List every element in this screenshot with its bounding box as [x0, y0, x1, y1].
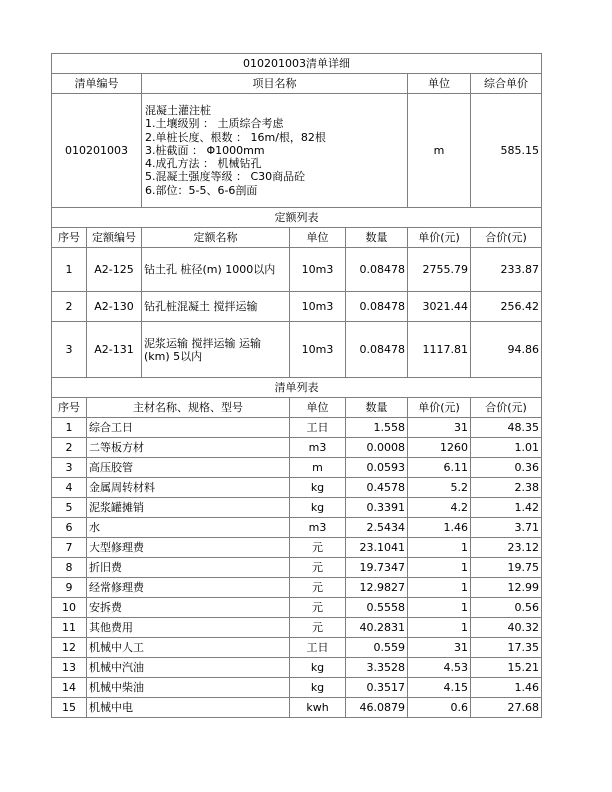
list-cell: 2.38: [471, 478, 542, 498]
quota-cell: 1: [52, 248, 87, 292]
list-cell: 23.1041: [346, 538, 408, 558]
list-row: [52, 578, 542, 598]
list-cell: 1260: [408, 438, 471, 458]
list-header-cell: 序号: [52, 398, 87, 418]
quota-cell: 2: [52, 292, 87, 322]
item-description-line: 6.部位：5-5、6-6剖面: [145, 183, 258, 197]
item-description-line: 4.成孔方法 ： 机械钻孔: [145, 157, 262, 171]
quota-cell: 10m3: [290, 248, 346, 292]
list-header-cell: 合价(元): [471, 398, 542, 418]
item-description-line: 2.单桩长度、根数 ： 16m/根，82根: [145, 130, 326, 144]
quota-cell: A2-131: [87, 322, 142, 378]
header-code: 清单编号: [52, 74, 142, 94]
list-cell: m3: [290, 438, 346, 458]
list-cell: 0.3517: [346, 678, 408, 698]
item-description-line: 3.桩截面 ： Φ1000mm: [145, 143, 265, 157]
quota-row: [52, 292, 542, 322]
list-cell: 4.53: [408, 658, 471, 678]
quota-cell: 10m3: [290, 292, 346, 322]
list-cell: 1: [408, 618, 471, 638]
list-cell: 工日: [290, 418, 346, 438]
quota-cell: 钻土孔 桩径(m) 1000以内: [142, 248, 290, 292]
quota-section-row: [52, 208, 542, 228]
list-cell: 水: [87, 518, 290, 538]
list-cell: 5.2: [408, 478, 471, 498]
table-title: 010201003清单详细: [52, 54, 542, 74]
list-cell: 元: [290, 598, 346, 618]
list-cell: 1.01: [471, 438, 542, 458]
list-cell: 46.0879: [346, 698, 408, 718]
list-cell: 0.56: [471, 598, 542, 618]
quota-cell: 1117.81: [408, 322, 471, 378]
list-cell: 0.36: [471, 458, 542, 478]
list-cell: 40.2831: [346, 618, 408, 638]
list-cell: 7: [52, 538, 87, 558]
list-row: [52, 598, 542, 618]
list-cell: kg: [290, 658, 346, 678]
list-cell: 2: [52, 438, 87, 458]
quota-header-cell: 序号: [52, 228, 87, 248]
list-row: [52, 538, 542, 558]
list-cell: 19.75: [471, 558, 542, 578]
quota-cell: 3021.44: [408, 292, 471, 322]
list-section-row: [52, 378, 542, 398]
quota-cell: 0.08478: [346, 248, 408, 292]
list-cell: 金属周转材料: [87, 478, 290, 498]
list-cell: 机械中汽油: [87, 658, 290, 678]
list-cell: 1.42: [471, 498, 542, 518]
list-cell: 折旧费: [87, 558, 290, 578]
list-cell: 1.46: [471, 678, 542, 698]
list-cell: 15.21: [471, 658, 542, 678]
list-cell: 27.68: [471, 698, 542, 718]
list-cell: 1: [408, 578, 471, 598]
list-header-cell: 单位: [290, 398, 346, 418]
list-cell: 2.5434: [346, 518, 408, 538]
list-cell: 10: [52, 598, 87, 618]
list-cell: 1: [408, 558, 471, 578]
list-cell: 4: [52, 478, 87, 498]
item-description-line: 5.混凝土强度等级 ： C30商品砼: [145, 170, 306, 184]
list-header-cell: 数量: [346, 398, 408, 418]
list-cell: 1.558: [346, 418, 408, 438]
list-cell: 15: [52, 698, 87, 718]
list-cell: 6.11: [408, 458, 471, 478]
list-row: [52, 558, 542, 578]
list-cell: 3.3528: [346, 658, 408, 678]
list-cell: 0.5558: [346, 598, 408, 618]
list-cell: 1: [408, 538, 471, 558]
list-row: [52, 438, 542, 458]
list-cell: m: [290, 458, 346, 478]
list-row: [52, 498, 542, 518]
list-cell: 1: [408, 598, 471, 618]
list-cell: 13: [52, 658, 87, 678]
header-price: 综合单价: [471, 74, 542, 94]
item-code: 010201003: [52, 94, 142, 208]
item-unit: m: [408, 94, 471, 208]
title-row: [52, 54, 542, 74]
quota-header-cell: 数量: [346, 228, 408, 248]
quota-cell: 0.08478: [346, 322, 408, 378]
list-cell: 3: [52, 458, 87, 478]
list-cell: 12.99: [471, 578, 542, 598]
list-header-row: [52, 398, 542, 418]
quota-section-title: 定额列表: [52, 208, 542, 228]
list-cell: 安拆费: [87, 598, 290, 618]
quota-header-cell: 单位: [290, 228, 346, 248]
list-cell: 0.0008: [346, 438, 408, 458]
list-cell: 9: [52, 578, 87, 598]
list-row: [52, 618, 542, 638]
list-cell: 0.559: [346, 638, 408, 658]
quota-header-cell: 单价(元): [408, 228, 471, 248]
list-cell: 大型修理费: [87, 538, 290, 558]
list-cell: 综合工日: [87, 418, 290, 438]
list-cell: 11: [52, 618, 87, 638]
list-cell: 机械中柴油: [87, 678, 290, 698]
list-cell: 元: [290, 618, 346, 638]
header-unit: 单位: [408, 74, 471, 94]
list-cell: 31: [408, 418, 471, 438]
list-header-cell: 单价(元): [408, 398, 471, 418]
list-cell: kg: [290, 498, 346, 518]
quota-header-cell: 合价(元): [471, 228, 542, 248]
bill-detail-table: [51, 53, 542, 718]
header-row: [52, 74, 542, 94]
list-row: [52, 678, 542, 698]
list-cell: 工日: [290, 638, 346, 658]
list-cell: 12: [52, 638, 87, 658]
item-price: 585.15: [471, 94, 542, 208]
list-cell: 其他费用: [87, 618, 290, 638]
list-cell: 元: [290, 578, 346, 598]
quota-cell: A2-130: [87, 292, 142, 322]
list-cell: 17.35: [471, 638, 542, 658]
list-cell: 19.7347: [346, 558, 408, 578]
list-cell: 40.32: [471, 618, 542, 638]
list-cell: 经常修理费: [87, 578, 290, 598]
list-row: [52, 418, 542, 438]
list-cell: kg: [290, 478, 346, 498]
list-cell: 31: [408, 638, 471, 658]
list-cell: 5: [52, 498, 87, 518]
list-cell: 3.71: [471, 518, 542, 538]
list-cell: 泥浆罐摊销: [87, 498, 290, 518]
list-cell: 12.9827: [346, 578, 408, 598]
quota-cell: 钻孔桩混凝土 搅拌运输: [142, 292, 290, 322]
quota-cell: 10m3: [290, 322, 346, 378]
item-row: [52, 94, 542, 208]
quota-cell: 94.86: [471, 322, 542, 378]
list-cell: 机械中人工: [87, 638, 290, 658]
list-cell: 4.15: [408, 678, 471, 698]
list-cell: 6: [52, 518, 87, 538]
list-cell: 元: [290, 558, 346, 578]
list-cell: 1.46: [408, 518, 471, 538]
quota-cell: 2755.79: [408, 248, 471, 292]
quota-cell: 233.87: [471, 248, 542, 292]
quota-cell: 泥浆运输 搅拌运输 运输 (km) 5以内: [142, 322, 290, 378]
quota-cell: 3: [52, 322, 87, 378]
list-cell: 元: [290, 538, 346, 558]
list-row: [52, 638, 542, 658]
list-cell: 高压胶管: [87, 458, 290, 478]
list-cell: 14: [52, 678, 87, 698]
list-header-cell: 主材名称、规格、型号: [87, 398, 290, 418]
list-row: [52, 658, 542, 678]
list-cell: 0.6: [408, 698, 471, 718]
quota-row: [52, 248, 542, 292]
list-cell: kg: [290, 678, 346, 698]
item-description: [142, 94, 408, 208]
quota-header-cell: 定额名称: [142, 228, 290, 248]
quota-header-row: [52, 228, 542, 248]
header-name: 项目名称: [142, 74, 408, 94]
list-cell: 4.2: [408, 498, 471, 518]
list-row: [52, 458, 542, 478]
quota-header-cell: 定额编号: [87, 228, 142, 248]
list-row: [52, 698, 542, 718]
list-row: [52, 478, 542, 498]
quota-cell: 256.42: [471, 292, 542, 322]
list-cell: 0.0593: [346, 458, 408, 478]
quota-cell: 0.08478: [346, 292, 408, 322]
list-cell: kwh: [290, 698, 346, 718]
list-cell: 机械中电: [87, 698, 290, 718]
list-cell: 0.4578: [346, 478, 408, 498]
list-cell: 1: [52, 418, 87, 438]
list-row: [52, 518, 542, 538]
list-cell: 23.12: [471, 538, 542, 558]
quota-cell: A2-125: [87, 248, 142, 292]
list-cell: 0.3391: [346, 498, 408, 518]
list-cell: 48.35: [471, 418, 542, 438]
list-cell: m3: [290, 518, 346, 538]
list-cell: 二等板方材: [87, 438, 290, 458]
item-description-line: 混凝土灌注桩: [145, 104, 211, 118]
item-description-line: 1.土壤级别 ： 土质综合考虑: [145, 117, 284, 131]
list-section-title: 清单列表: [52, 378, 542, 398]
quota-row: [52, 322, 542, 378]
list-cell: 8: [52, 558, 87, 578]
